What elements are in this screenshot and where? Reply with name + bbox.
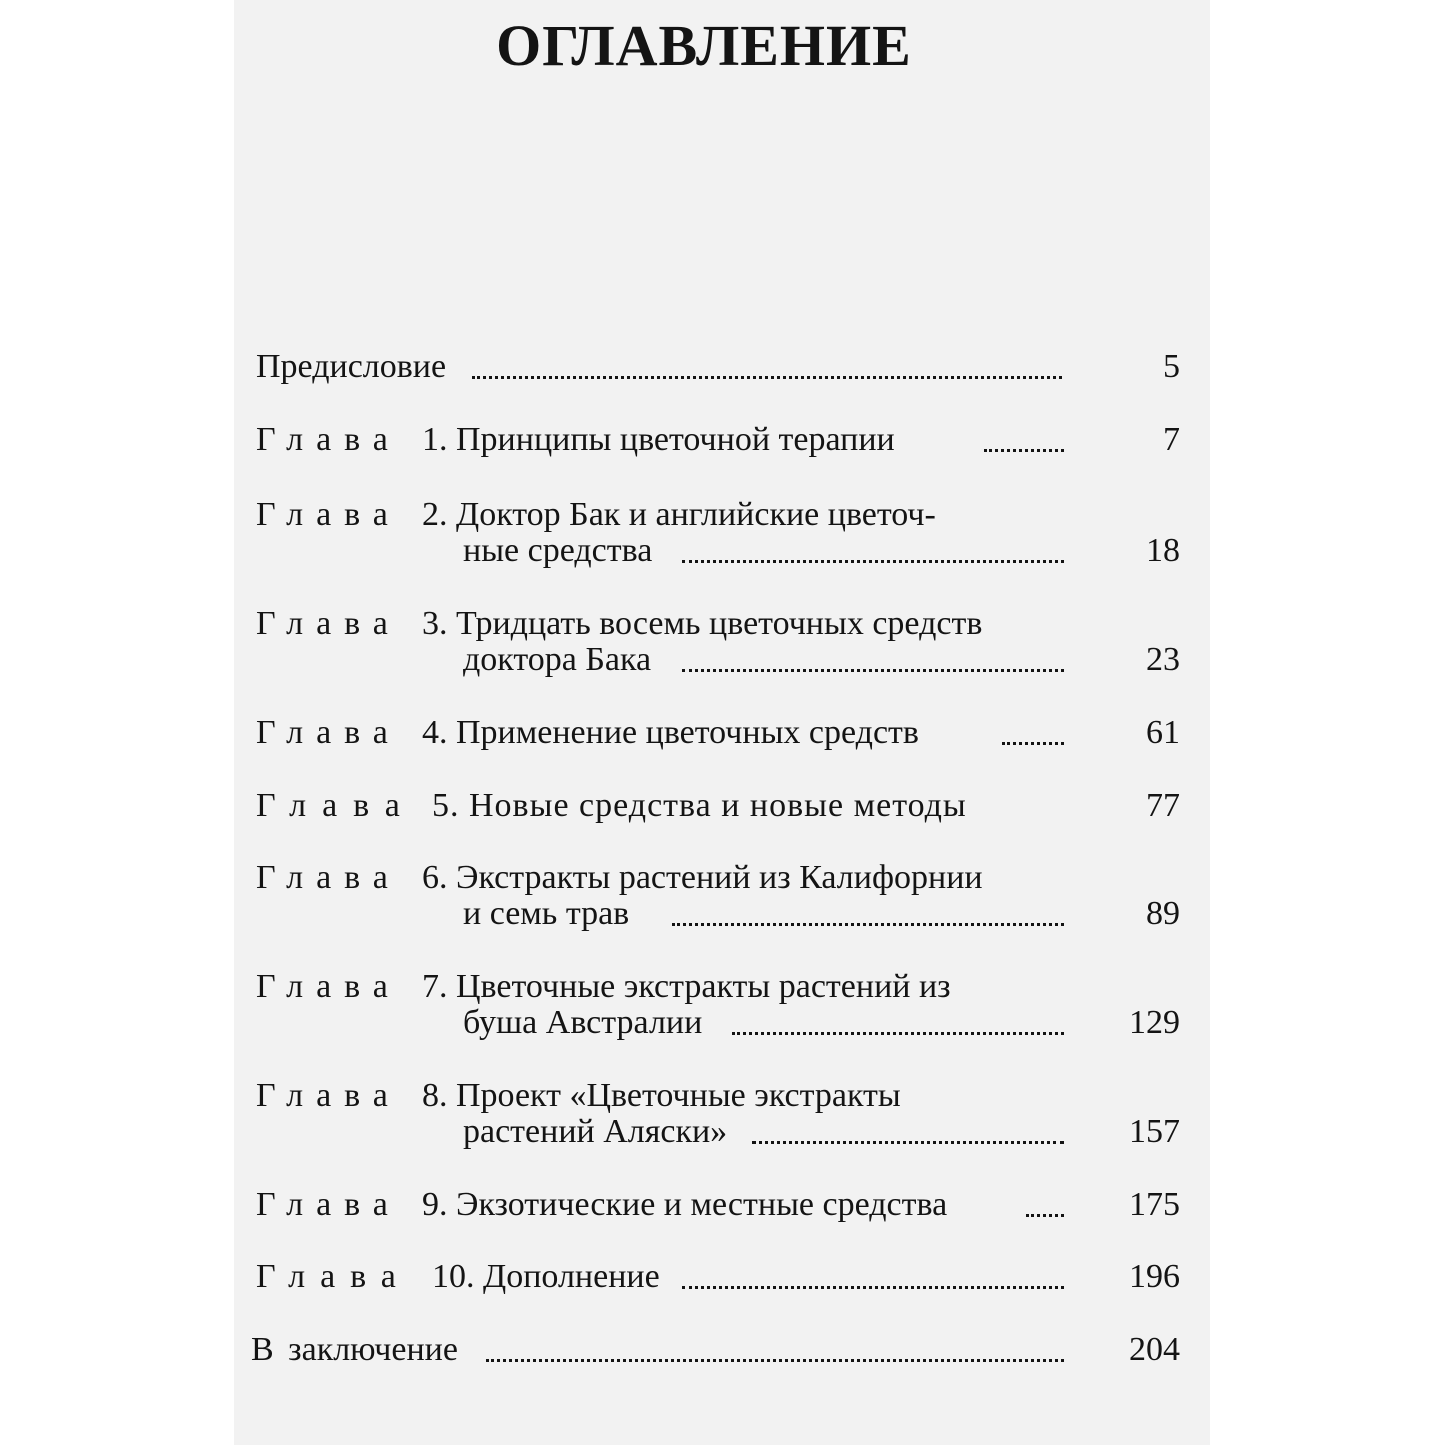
toc-entry-chapter-2 [234, 496, 1210, 536]
dot-leader [732, 1032, 1064, 1035]
toc-entry-chapter-10 [234, 1258, 1210, 1298]
toc-page-number: 7 [1163, 421, 1180, 458]
dot-leader [486, 1359, 1064, 1362]
toc-entry-title: 1. Принципы цветочной терапии [422, 421, 895, 458]
toc-entry-chapter-6-continuation [234, 895, 1210, 935]
toc-page-number: 77 [1146, 787, 1180, 824]
toc-entry-label: Глава [256, 968, 401, 1005]
toc-entry-title-continuation: буша Австралии [463, 1004, 703, 1041]
toc-entry-title: 8. Проект «Цветочные экстракты [422, 1077, 901, 1114]
toc-entry-title: 3. Тридцать восемь цветочных средств [422, 605, 983, 642]
toc-entry-title: 2. Доктор Бак и английские цветоч- [422, 496, 936, 533]
dot-leader [984, 449, 1064, 452]
toc-entry-label: Глава [256, 859, 401, 896]
toc-entry-label: Глава [256, 496, 401, 533]
dot-leader [682, 1286, 1064, 1289]
dot-leader [682, 560, 1064, 563]
toc-entry-label: Глава [256, 1186, 401, 1223]
toc-entry-label: Предисловие [256, 348, 447, 385]
toc-page-number: 196 [1129, 1258, 1180, 1295]
toc-entry-title-continuation: доктора Бака [463, 641, 652, 678]
toc-entry-title: 10. Дополнение [432, 1258, 660, 1295]
dot-leader [1002, 742, 1064, 745]
toc-entry-chapter-4 [234, 714, 1210, 754]
toc-entry-chapter-1 [234, 421, 1210, 461]
toc-page-number: 175 [1129, 1186, 1180, 1223]
toc-entry-preface [234, 348, 1210, 388]
toc-page-number: 157 [1129, 1113, 1180, 1150]
dot-leader [752, 1141, 1064, 1144]
toc-entry-label: Глава [256, 714, 401, 751]
dot-leader [672, 923, 1064, 926]
toc-entry-label: В заключение [251, 1331, 458, 1368]
toc-page-number: 23 [1146, 641, 1180, 678]
toc-entry-chapter-9 [234, 1186, 1210, 1226]
book-page [234, 0, 1210, 1445]
dot-leader [682, 669, 1064, 672]
toc-entry-chapter-7-continuation [234, 1004, 1210, 1044]
toc-entry-chapter-2-continuation [234, 532, 1210, 572]
toc-entry-title-continuation: ные средства [463, 532, 653, 569]
toc-entry-title: 6. Экстракты растений из Калифорнии [422, 859, 983, 896]
toc-page-number: 18 [1146, 532, 1180, 569]
toc-entry-title-continuation: растений Аляски» [463, 1113, 728, 1150]
toc-entry-chapter-5 [234, 787, 1210, 827]
toc-entry-label: Глава [256, 605, 401, 642]
toc-page-number: 61 [1146, 714, 1180, 751]
toc-entry-title: 9. Экзотические и местные средства [422, 1186, 948, 1223]
toc-entry-title: 4. Применение цветочных средств [422, 714, 919, 751]
toc-page-number: 129 [1129, 1004, 1180, 1041]
toc-entry-title: 5. Новые средства и новые методы [432, 787, 967, 824]
toc-entry-chapter-6 [234, 859, 1210, 899]
toc-entry-chapter-8-continuation [234, 1113, 1210, 1153]
toc-entry-label: Глава [256, 1077, 401, 1114]
toc-entry-label: Глава [256, 787, 416, 824]
toc-entry-label: Глава [256, 421, 401, 458]
toc-entry-label: Глава [256, 1258, 411, 1295]
toc-entry-chapter-7 [234, 968, 1210, 1008]
toc-entry-chapter-3 [234, 605, 1210, 645]
toc-entry-conclusion [234, 1331, 1210, 1371]
toc-page-number: 204 [1129, 1331, 1180, 1368]
toc-entry-title-continuation: и семь трав [463, 895, 630, 932]
toc-entry-chapter-8 [234, 1077, 1210, 1117]
toc-entry-chapter-3-continuation [234, 641, 1210, 681]
dot-leader [1026, 1214, 1064, 1217]
toc-page-number: 89 [1146, 895, 1180, 932]
toc-page-number: 5 [1163, 348, 1180, 385]
dot-leader [472, 376, 1062, 379]
toc-entry-title: 7. Цветочные экстракты растений из [422, 968, 951, 1005]
page-title: ОГЛАВЛЕНИЕ [496, 13, 912, 78]
